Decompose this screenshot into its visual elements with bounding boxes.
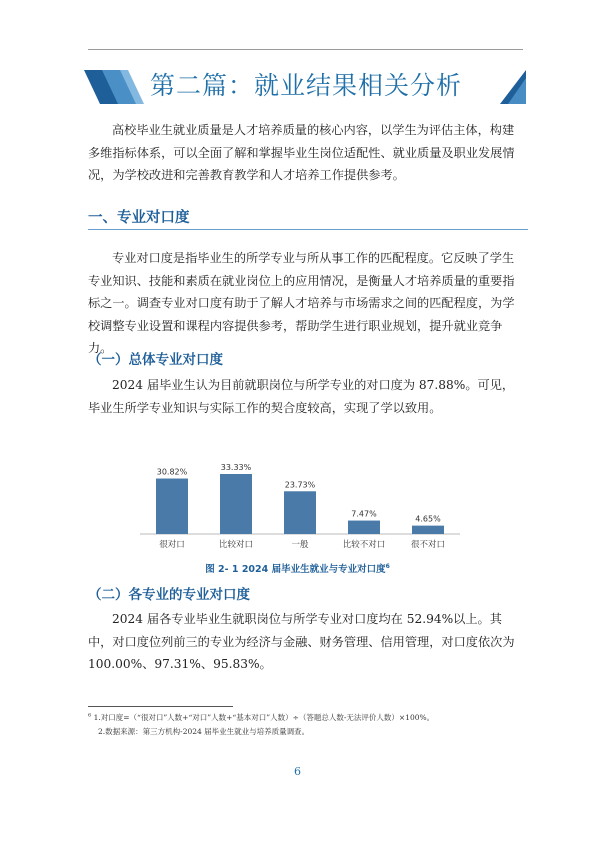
footnote-rule — [88, 706, 233, 707]
x-tick-label: 比较不对口 — [342, 540, 386, 550]
bar-3 — [284, 491, 316, 534]
footnote-marker: 6 — [88, 712, 92, 719]
bar-2 — [220, 474, 252, 534]
section-paragraph: 专业对口度是指毕业生的所学专业与所从事工作的匹配程度。它反映了学生专业知识、技能和素质在就业岗位上的应用情况，是衡量人才培养质量的重要指标之一。调查专业对口度有助于了解人才培养与市场需求之间的匹配程度，为学校调整专业设置和课程内容提供参考，帮助学生进行职业规划，提升就业竞争力。 — [88, 251, 515, 355]
bar-value-label: 7.47% — [351, 509, 377, 519]
bar-chart-svg — [140, 450, 470, 560]
header-rule — [88, 49, 523, 50]
chapter-banner-decoration — [84, 70, 144, 104]
bar-4 — [348, 521, 380, 534]
x-tick-label: 很不对口 — [410, 540, 446, 550]
x-tick-label: 一般 — [291, 540, 309, 550]
figure-caption-footnote-ref: 6 — [385, 562, 390, 570]
bar-chart — [140, 450, 470, 560]
subsection1-heading: （一）总体专业对口度 — [88, 352, 223, 368]
bar-1 — [156, 479, 188, 534]
chapter-banner-corner — [496, 70, 526, 104]
bar-value-label: 23.73% — [284, 480, 316, 490]
subsection1-paragraph: 2024 届毕业生认为目前就职岗位与所学专业的对口度为 87.88%。可见，毕业生所学专业知识与实际工作的契合度较高，实现了学以致用。 — [88, 378, 515, 415]
subsection2-heading: （二）各专业的专业对口度 — [88, 587, 250, 603]
footnote-1 — [88, 712, 434, 723]
x-tick-label: 很对口 — [159, 540, 185, 550]
section-heading: 一、专业对口度 — [88, 210, 190, 226]
intro-paragraph: 高校毕业生就业质量是人才培养质量的核心内容，以学生为评估主体，构建多维指标体系，可以全面了解和掌握毕业生岗位适配性、就业质量及职业发展情况，为学校改进和完善教育教学和人才培养工作提供参考。 — [88, 123, 515, 182]
figure-caption-text: 图 2- 1 2024 届毕业生就业与专业对口度 — [205, 564, 386, 575]
x-tick-label: 比较对口 — [218, 540, 254, 550]
page-number: 6 — [294, 765, 301, 778]
bar-value-label: 30.82% — [156, 467, 188, 477]
footnote-2: 2.数据来源：第三方机构-2024 届毕业生就业与培养质量调查。 — [98, 727, 310, 736]
subsection2-paragraph: 2024 届各专业毕业生就职岗位与所学专业对口度均在 52.94%以上。其中，对口度位列前三的专业为经济与金融、财务管理、信用管理，对口度依次为 100.00%、97.31%、95.83%。 — [88, 612, 515, 671]
figure-caption — [0, 561, 595, 575]
bar-value-label: 33.33% — [220, 463, 252, 473]
section-heading-rule — [88, 229, 528, 230]
bar-5 — [412, 526, 444, 534]
bar-value-label: 4.65% — [415, 514, 441, 524]
footnote-1-text: 1.对口度=（“很对口”人数+“对口”人数+“基本对口”人数）÷（答题总人数-无法评价人数）×100%。 — [93, 713, 435, 722]
chapter-title: 第二篇：就业结果相关分析 — [150, 71, 463, 100]
